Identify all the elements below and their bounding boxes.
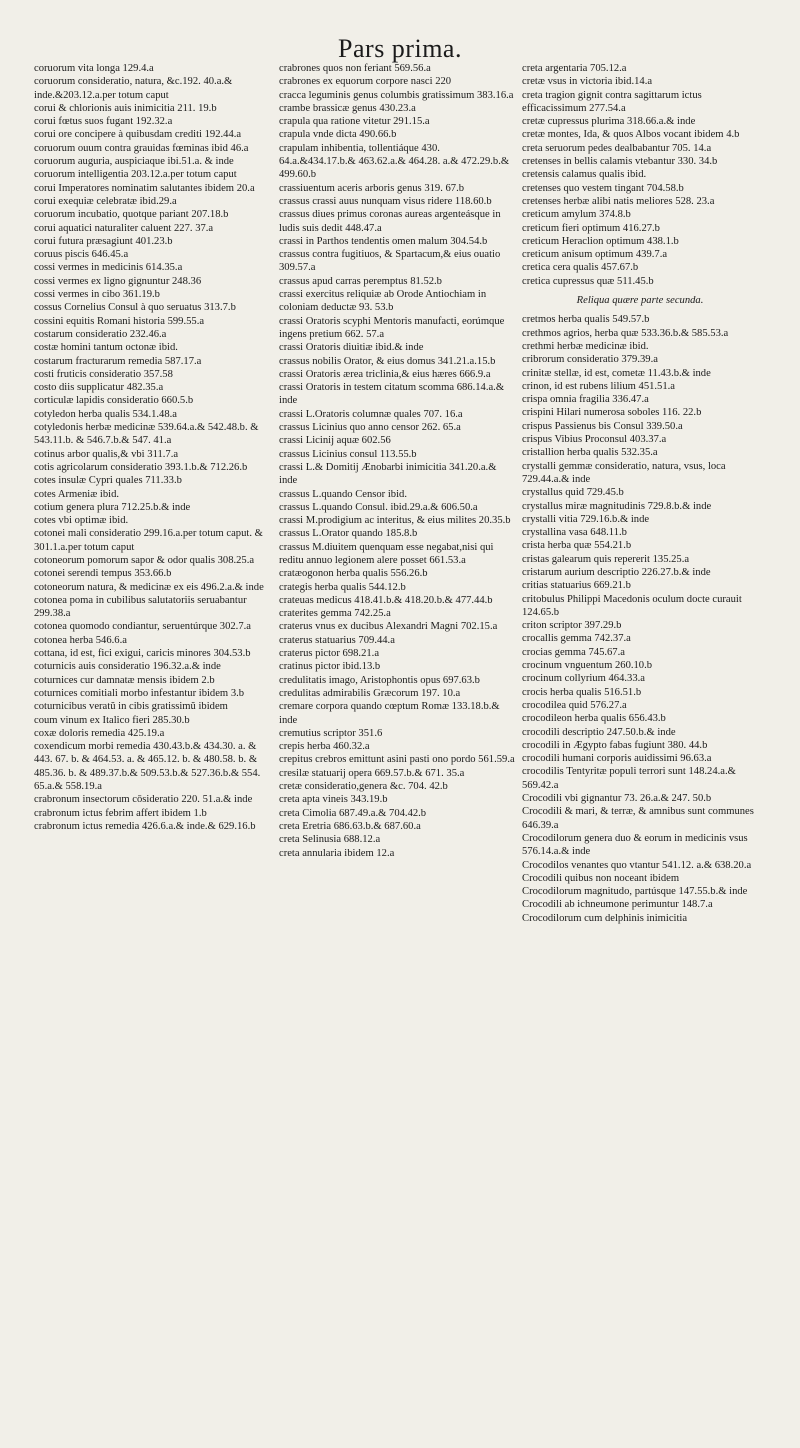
index-entry: creticum Heraclion optimum 438.1.b — [522, 235, 679, 247]
index-entry: cratinus pictor ibid.13.b — [279, 661, 381, 673]
index-entry: cretæ vsus in victoria ibid.14.a — [522, 76, 653, 88]
index-entry: crispini Hilari numerosa soboles 116. 22.b — [522, 407, 702, 419]
index-entry: cotinus arbor qualis,& vbi 311.7.a — [34, 448, 179, 460]
index-entry: creta annularia ibidem 12.a — [279, 847, 395, 859]
index-entry: coruorum vita longa 129.4.a — [34, 63, 154, 74]
index-entry: cottana, id est, fici exigui, caricis minores 304.53.b — [34, 648, 251, 660]
index-entry: coxæ doloris remedia 425.19.a — [34, 727, 165, 739]
index-entry: crinon, id est rubens lilium 451.51.a — [522, 380, 675, 392]
index-entry: cremutius scriptor 351.6 — [279, 727, 383, 739]
index-entry: crassi Licinij aquæ 602.56 — [279, 435, 391, 447]
index-entry: crabronum ictus febrim affert ibidem 1.b — [34, 807, 207, 819]
index-entry: credulitas admirabilis Græcorum 197. 10.a — [279, 687, 461, 699]
index-entry: coturnicis auis consideratio 196.32.a.& inde — [34, 661, 221, 673]
index-entry: creta Cimolia 687.49.a.& 704.42.b — [279, 807, 427, 819]
index-entry: crateuas medicus 418.41.b.& 418.20.b.& 477.44.b — [279, 594, 493, 606]
index-entry: crategis herba qualis 544.12.b — [279, 581, 406, 593]
index-entry: cotes Armeniæ ibid. — [34, 488, 120, 500]
index-entry: cotyledon herba qualis 534.1.48.a — [34, 408, 177, 420]
index-entry: craterus statuarius 709.44.a — [279, 634, 395, 646]
index-entry: criton scriptor 397.29.b — [522, 620, 622, 632]
index-entry: crocinum vnguentum 260.10.b — [522, 660, 653, 672]
index-entry: creta Selinusia 688.12.a — [279, 834, 381, 846]
index-entry: cotonea poma in cubilibus salutatoriis seruabantur 299.38.a — [34, 594, 247, 620]
index-entry: cotoneorum natura, & medicinæ ex eis 496.2.a.& inde — [34, 581, 264, 593]
index-entry: crassus diues primus coronas aureas argenteásque in ludis suis dedit 448.47.a — [279, 209, 501, 234]
index-entry: cotium genera plura 712.25.b.& inde — [34, 501, 191, 513]
index-entry: Reliqua quære parte secunda. — [576, 295, 704, 307]
index-column-3 — [522, 62, 758, 925]
index-entry: crystallus quid 729.45.b — [522, 487, 624, 499]
index-entry: cretmos herba qualis 549.57.b — [522, 314, 650, 326]
index-entry: crassus M.diuitem quenquam esse negabat,nisi qui reditu annuo legionem alere posset 661.53.a — [279, 541, 494, 566]
index-entry: crapula qua ratione vitetur 291.15.a — [279, 116, 430, 128]
index-entry: Crocodili quibus non noceant ibidem — [522, 872, 680, 884]
index-entry: corui exequiæ celebratæ ibid.29.a — [34, 195, 177, 207]
index-entry: cretica cera qualis 457.67.b — [522, 262, 639, 274]
index-entry: crocodili humani corporis auidissimi 96.63.a — [522, 753, 712, 765]
index-entry: crassi M.prodigium ac interitus, & eius milites 20.35.b — [279, 515, 511, 527]
index-entry: cribrorum consideratio 379.39.a — [522, 354, 658, 366]
index-entry: cretæ consideratio,genera &c. 704. 42.b — [279, 781, 448, 793]
index-entry: craterus pictor 698.21.a — [279, 648, 380, 660]
index-entry: crabronum ictus remedia 426.6.a.& inde.& 629.16.b — [34, 820, 256, 832]
index-entry: cretenses quo vestem tingant 704.58.b — [522, 182, 684, 194]
index-entry: credulitatis imago, Aristophontis opus 697.63.b — [279, 674, 480, 686]
index-entry: costarum fracturarum remedia 587.17.a — [34, 355, 202, 367]
index-entry: corui & chlorionis auis inimicitia 211. 19.b — [34, 102, 217, 114]
page-title: Pars prima. — [338, 34, 462, 63]
index-entry: cossi vermes in cibo 361.19.b — [34, 289, 160, 301]
index-entry: cotoneorum pomorum sapor & odor qualis 308.25.a — [34, 554, 255, 566]
index-entry: coruorum consideratio, natura, &c.192. 40.a.& inde.&203.12.a.per totum caput — [34, 76, 233, 101]
index-entry: crapulam inhibentia, tollentiáque 430. 64.a.&434.17.b.& 463.62.a.& 464.28. a.& 472.29.b.& 499.60.b — [279, 142, 510, 181]
index-entry: creticum anisum optimum 439.7.a — [522, 249, 668, 261]
index-entry: crassi L.Oratoris columnæ quales 707. 16.a — [279, 408, 463, 420]
index-entry: crystallus miræ magnitudinis 729.8.b.& inde — [522, 500, 712, 512]
index-entry: cotis agricolarum consideratio 393.1.b.& 712.26.b — [34, 461, 248, 473]
index-entry: critobulus Philippi Macedonis oculum docte curauit 124.65.b — [522, 593, 742, 618]
index-column-2 — [279, 62, 515, 860]
index-entry: costarum consideratio 232.46.a — [34, 328, 167, 340]
index-entry: crethmos agrios, herba quæ 533.36.b.& 585.53.a — [522, 327, 729, 339]
index-entry: costæ homini tantum octonæ ibid. — [34, 342, 178, 354]
index-entry: coturnices comitiali morbo infestantur ibidem 3.b — [34, 687, 245, 699]
index-entry: crassi Oratoris diuitiæ ibid.& inde — [279, 342, 424, 354]
index-entry: crassi Oratoris in testem citatum scomma 686.14.a.& inde — [279, 382, 505, 407]
index-entry: crispa omnia fragilia 336.47.a — [522, 394, 649, 406]
index-entry: corui Imperatores nominatim salutantes ibidem 20.a — [34, 182, 255, 194]
index-entry: cretæ montes, Ida, & quos Albos vocant ibidem 4.b — [522, 129, 740, 141]
index-entry: crassus Licinius consul 113.55.b — [279, 448, 417, 460]
index-entry: Crocodili & mari, & terræ, & amnibus sunt communes 646.39.a — [522, 806, 754, 831]
index-entry: cotonea quomodo condiantur, seruentúrque 302.7.a — [34, 621, 251, 633]
index-entry: crocinum collyrium 464.33.a — [522, 673, 645, 685]
index-column-1 — [34, 62, 270, 833]
index-entry: crispus Vibius Proconsul 403.37.a — [522, 434, 667, 446]
index-entry: crystalli vitia 729.16.b.& inde — [522, 513, 650, 525]
index-entry: crocallis gemma 742.37.a — [522, 633, 631, 645]
index-entry: cratæogonon herba qualis 556.26.b — [279, 568, 428, 580]
index-entry: cretenses herbæ alibi natis meliores 528. 23.a — [522, 195, 715, 207]
index-entry: cotonea herba 546.6.a — [34, 634, 127, 646]
index-entry: crocodili in Ægypto fabas fugiunt 380. 44.b — [522, 739, 708, 751]
index-entry: coxendicum morbi remedia 430.43.b.& 434.30. a. & 443. 67. b. & 464.53. a. & 465.12. b. & 480.58. b. & 485.36. b. & 489.37.b.& 509.53.b.& 527.36.b.& 554. 65.a.& 558.19.a — [34, 741, 261, 793]
index-entry: crabrones quos non feriant 569.56.a — [279, 63, 431, 74]
index-entry: crassus apud carras peremptus 81.52.b — [279, 275, 442, 287]
index-entry: creta argentaria 705.12.a — [522, 63, 627, 74]
index-entry: corui fœtus suos fugant 192.32.a — [34, 116, 173, 128]
index-entry: creticum fieri optimum 416.27.b — [522, 222, 660, 234]
index-entry: crassus crassi auus nunquam visus ridere 118.60.b — [279, 195, 492, 207]
index-entry: crassi L.& Domitij Ænobarbi inimicitia 341.20.a.& inde — [279, 461, 497, 487]
index-entry: crassi exercitus reliquiæ ab Orode Antiochiam in coloniam deductæ 93. 53.b — [279, 289, 487, 314]
index-entry: creta seruorum pedes dealbabantur 705. 14.a — [522, 142, 712, 154]
index-entry: crambe brassicæ genus 430.23.a — [279, 102, 416, 114]
index-entry: coturnices cur damnatæ mensis ibidem 2.b — [34, 674, 215, 686]
index-entry: coruorum incubatio, quotque pariant 207.18.b — [34, 209, 229, 221]
index-entry: cracca leguminis genus columbis gratissimum 383.16.a — [279, 89, 514, 101]
index-entry: crassus Licinius quo anno censor 262. 65.a — [279, 422, 461, 434]
index-entry: cresilæ statuarij opera 669.57.b.& 671. 35.a — [279, 767, 465, 779]
index-entry: craterus vnus ex ducibus Alexandri Magni 702.15.a — [279, 621, 498, 633]
index-entry: crassiuentum aceris arboris genus 319. 67.b — [279, 182, 465, 194]
index-entry: Crocodilorum genera duo & eorum in medicinis vsus 576.14.a.& inde — [522, 832, 748, 858]
index-entry: crabronum insectorum cōsideratio 220. 51.a.& inde — [34, 794, 253, 806]
index-entry: cossi vermes ex ligno gignuntur 248.36 — [34, 275, 202, 287]
index-entry: corticulæ lapidis consideratio 660.5.b — [34, 395, 194, 407]
index-entry: crassus contra fugitiuos, & Spartacum,& eius ouatio 309.57.a — [279, 249, 501, 274]
index-entry: Crocodilorum cum delphinis inimicitia — [522, 912, 688, 924]
index-entry: coturnicibus veratŭ in cibis gratissimŭ ibidem — [34, 701, 228, 713]
index-entry: crinitæ stellæ, id est, cometæ 11.43.b.& inde — [522, 367, 711, 379]
index-entry: crocodilea quid 576.27.a — [522, 699, 627, 711]
index-entry: crabrones ex equorum corpore nasci 220 — [279, 76, 452, 88]
index-entry: creta Eretria 686.63.b.& 687.60.a — [279, 820, 421, 832]
index-entry: crispus Passienus bis Consul 339.50.a — [522, 420, 683, 432]
index-entry: corui futura præsagiunt 401.23.b — [34, 235, 173, 247]
index-entry: coruorum ouum contra grauidas fœminas ibid 46.a — [34, 142, 249, 154]
index-entry: cotyledonis herbæ medicinæ 539.64.a.& 542.48.b. & 543.11.b. & 546.7.b.& 547. 41.a — [34, 422, 259, 447]
index-entry: cotonei serendi tempus 353.66.b — [34, 568, 172, 580]
index-entry: crocias gemma 745.67.a — [522, 646, 625, 658]
index-entry: crassus L.quando Consul. ibid.29.a.& 606.50.a — [279, 501, 478, 513]
index-entry: crocodili descriptio 247.50.b.& inde — [522, 726, 676, 738]
index-entry: critias statuarius 669.21.b — [522, 580, 631, 592]
index-entry: crocis herba qualis 516.51.b — [522, 686, 642, 698]
index-entry: crapula vnde dicta 490.66.b — [279, 129, 397, 141]
index-entry: cossus Cornelius Consul à quo seruatus 313.7.b — [34, 302, 236, 314]
index-entry: corui ore concipere à quibusdam crediti 192.44.a — [34, 129, 242, 141]
index-entry: coum vinum ex Italico fieri 285.30.b — [34, 714, 190, 726]
index-entry: costo diis supplicatur 482.35.a — [34, 382, 164, 394]
index-entry: cotonei mali consideratio 299.16.a.per totum caput. & 301.1.a.per totum caput — [34, 528, 263, 553]
index-entry: cretenses in bellis calamis vtebantur 330. 34.b — [522, 156, 718, 168]
index-entry: Crocodilos venantes quo vtantur 541.12. a.& 638.20.a — [522, 859, 752, 871]
index-entry: crepitus crebros emittunt asini pasti ono pordo 561.59.a — [279, 754, 515, 766]
index-entry: crethmi herbæ medicinæ ibid. — [522, 340, 649, 352]
index-entry: cossini equitis Romani historia 599.55.a — [34, 315, 205, 327]
index-entry: crystallina vasa 648.11.b — [522, 527, 627, 539]
index-entry: crocodileon herba qualis 656.43.b — [522, 713, 666, 725]
index-entry: cretæ cupressus plurima 318.66.a.& inde — [522, 116, 696, 128]
index-entry: craterites gemma 742.25.a — [279, 608, 391, 620]
index-entry: corui aquatici naturaliter caluent 227. 37.a — [34, 222, 214, 234]
index-entry: crystalli gemmæ consideratio, natura, vsus, loca 729.44.a.& inde — [522, 460, 726, 485]
index-entry: Crocodili vbi gignantur 73. 26.a.& 247. 50.b — [522, 793, 712, 805]
index-entry: cremare corpora quando cœptum Romæ 133.18.b.& inde — [279, 701, 500, 726]
index-entry: cretica cupressus quæ 511.45.b — [522, 275, 654, 287]
index-entry: crassi in Parthos tendentis omen malum 304.54.b — [279, 235, 488, 247]
index-entry: crocodilis Tentyritæ populi terrori sunt 148.24.a.& 569.42.a — [522, 766, 736, 791]
index-entry: crassi Oratoris ærea triclinia,& eius hæres 666.9.a — [279, 368, 491, 380]
index-entry: cretensis calamus qualis ibid. — [522, 169, 647, 181]
index-entry: crassus L.quando Censor ibid. — [279, 488, 407, 500]
index-entry: coruorum intelligentia 203.12.a.per totum caput — [34, 169, 237, 181]
index-entry: Crocodilorum magnitudo, partúsque 147.55.b.& inde — [522, 886, 748, 898]
index-entry: creta apta vineis 343.19.b — [279, 794, 388, 806]
index-entry: cossi vermes in medicinis 614.35.a — [34, 262, 183, 274]
index-entry: cristas galearum quis repererit 135.25.a — [522, 553, 690, 565]
index-entry: creticum amylum 374.8.b — [522, 209, 631, 221]
index-entry: crepis herba 460.32.a — [279, 741, 370, 753]
index-entry: crista herba quæ 554.21.b — [522, 540, 632, 552]
index-entry: crassus L.Orator quando 185.8.b — [279, 528, 418, 540]
index-entry: cristallion herba qualis 532.35.a — [522, 447, 658, 459]
index-entry: Crocodili ab ichneumone perimuntur 148.7.a — [522, 899, 713, 911]
index-entry: costi fruticis consideratio 357.58 — [34, 368, 173, 380]
index-entry: creta tragion gignit contra sagittarum ictus efficacissimum 277.54.a — [522, 89, 702, 114]
index-entry: cotes vbi optimæ ibid. — [34, 515, 129, 527]
index-entry: cotes insulæ Cypri quales 711.33.b — [34, 475, 182, 487]
index-entry: cristarum aurium descriptio 226.27.b.& inde — [522, 566, 711, 578]
index-entry: coruus piscis 646.45.a — [34, 249, 129, 261]
index-entry: crassi Oratoris scyphi Mentoris manufacti, eorúmque ingens pretium 662. 57.a — [279, 315, 505, 340]
index-entry: crassus nobilis Orator, & eius domus 341.21.a.15.b — [279, 355, 496, 367]
index-entry: coruorum auguria, auspiciaque ibi.51.a. & inde — [34, 156, 234, 168]
